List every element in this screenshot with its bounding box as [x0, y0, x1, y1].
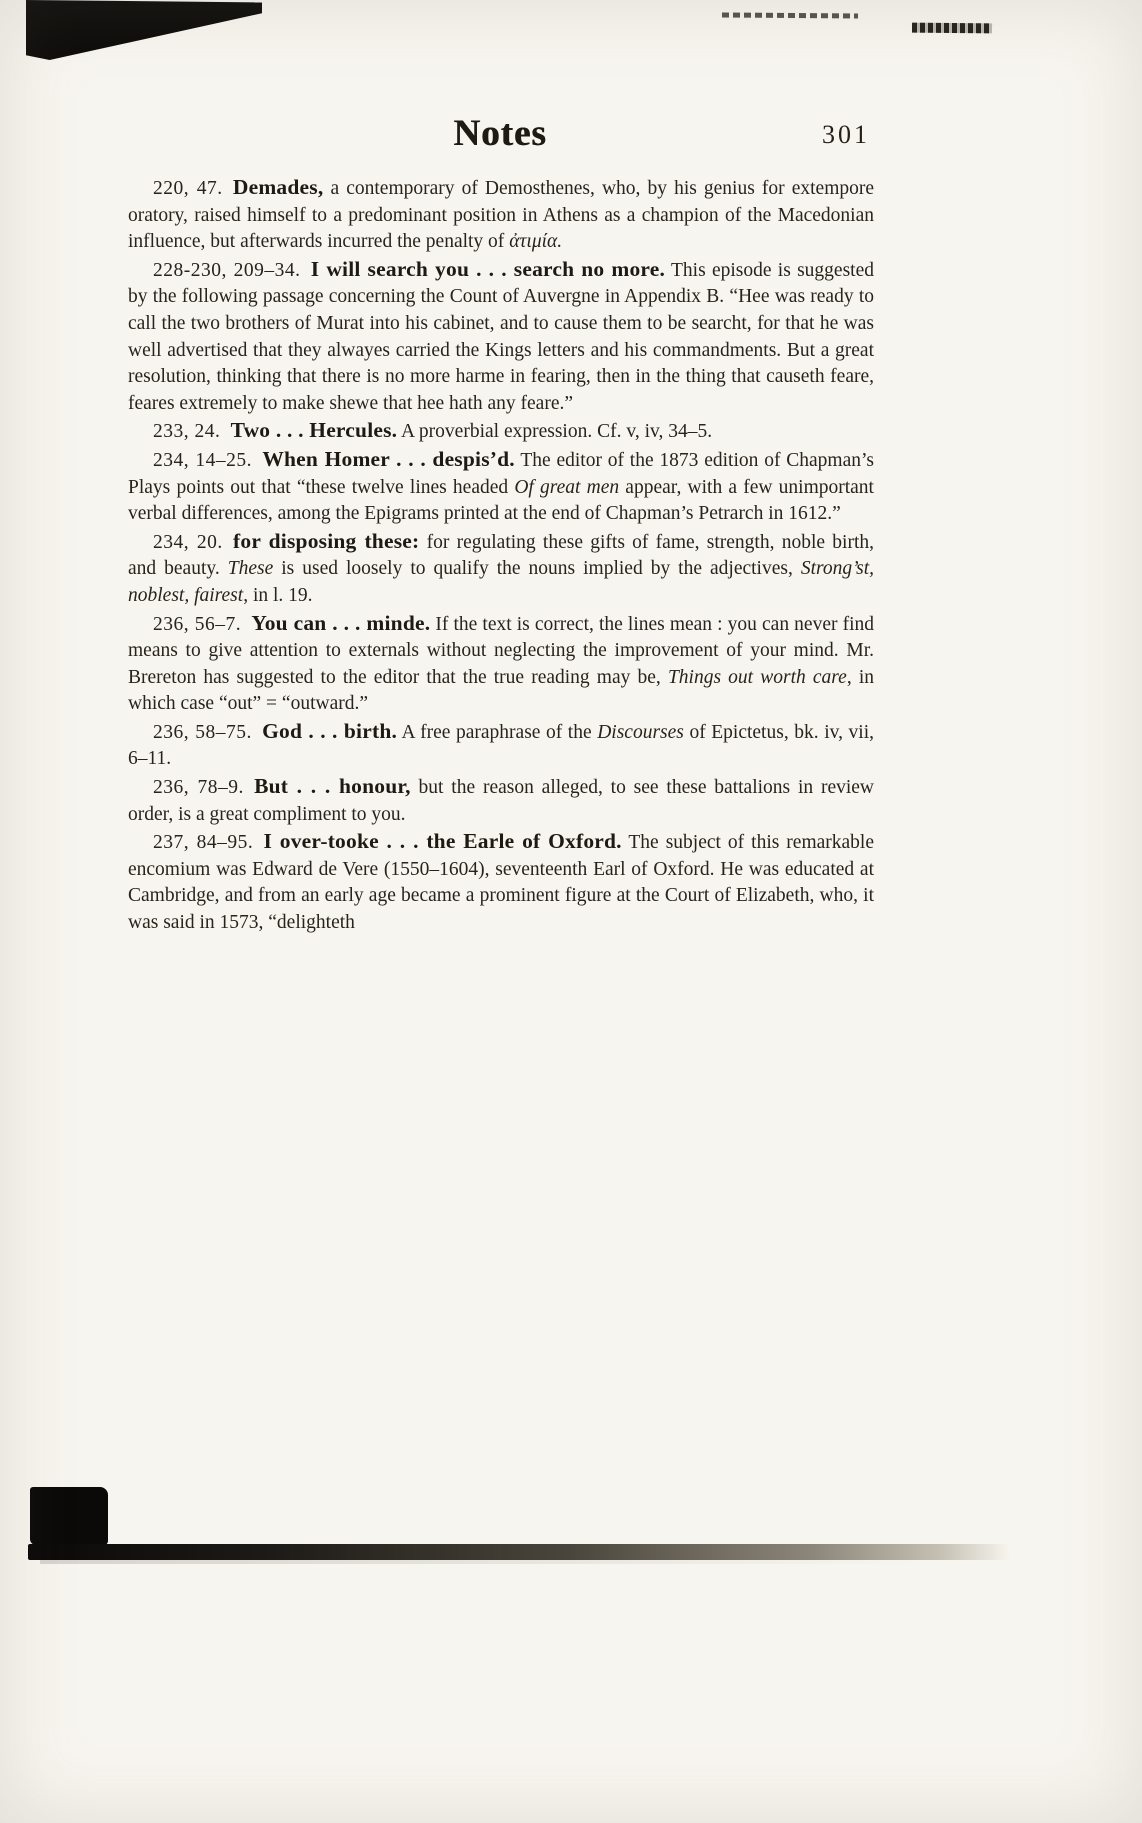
- note-text: appear, with a few unimportant verbal differences, among the Epigrams printed at the end of Chapman’s Petrarch in 1612.”: [128, 476, 874, 525]
- note-ref: 228-230, 209–34.: [153, 259, 311, 281]
- note-ref: 236, 78–9.: [153, 777, 255, 799]
- note-italic-text: These: [227, 558, 274, 580]
- note-text: This episode is suggested by the following passage concerning the Count of Auvergne in Appendix B. “Hee was ready to call the two brothers of Murat into his cabinet, and to cause them to be searcht, for that he was well advertised that they alwayes carried the Kings letters and his commandments. But a great resolution, thinking that there is no more harme in fearing, then in the thing that causeth feare, feares extremely to make shewe that hee hath any feare.”: [128, 259, 874, 414]
- note-ref: 234, 20.: [153, 531, 234, 553]
- note-lemma: God . . . birth.: [262, 718, 398, 743]
- note-italic-text: ἀτιμία.: [509, 231, 563, 253]
- note-lemma: I will search you . . . search no more.: [310, 256, 666, 281]
- scan-artifact-corner-top-left: [26, 0, 262, 60]
- scan-artifact-dashed-mark: [912, 23, 992, 34]
- scan-artifact-dashed-line: [722, 13, 858, 19]
- page-header: [128, 112, 872, 160]
- note-ref: 236, 58–75.: [153, 721, 263, 743]
- note-text: The editor of the 1873 edition of Chapman’s Plays points out that “these twelve lines headed: [128, 449, 874, 498]
- note-text: but the reason alleged, to see these battalions in review order, is a great compliment to you.: [128, 777, 875, 825]
- note-paragraph: [128, 718, 874, 773]
- note-text: for regulating these gifts of fame, strength, noble birth, and beauty.: [128, 531, 875, 580]
- note-paragraph: [128, 528, 874, 610]
- note-paragraph: [128, 174, 874, 256]
- note-lemma: Two . . . Hercules.: [230, 418, 398, 443]
- scan-artifact-bottom-strip-faint: [40, 1560, 920, 1564]
- note-paragraph: [128, 610, 874, 718]
- note-text: If the text is correct, the lines mean : you can never find means to give attention to externals without neglecting the improvement of your mind. Mr. Brereton has suggested to the editor that the true reading may be,: [128, 613, 875, 688]
- note-text: a contemporary of Demosthenes, who, by his genius for extempore oratory, raised himself to a predominant position in Athens as a champion of the Macedonian influence, but afterwards incurred the penalty of: [128, 178, 875, 253]
- note-paragraph: [128, 417, 874, 446]
- scan-artifact-blob-bottom-left: [30, 1487, 108, 1545]
- note-lemma: I over-tooke . . . the Earle of Oxford.: [263, 829, 622, 854]
- note-lemma: You can . . . minde.: [251, 610, 431, 635]
- note-lemma: Demades,: [232, 175, 324, 199]
- note-lemma: But . . . honour,: [254, 774, 411, 799]
- note-italic-text: Discourses: [597, 721, 684, 743]
- note-text: The subject of this remarkable encomium was Edward de Vere (1550–1604), seventeenth Earl of Oxford. He was educated at Cambridge, and from an early age became a prominent figure at the Court of Elizabeth, who, it was said in 1573, “delighteth: [128, 832, 875, 934]
- note-paragraph: [128, 446, 874, 528]
- note-text: , in l. 19.: [243, 584, 313, 606]
- note-italic-text: Things out worth care: [667, 666, 847, 688]
- note-italic-text: Of great men: [514, 476, 620, 498]
- note-ref: 236, 56–7.: [153, 613, 252, 635]
- note-ref: 237, 84–95.: [153, 832, 264, 854]
- note-text: A free paraphrase of the: [397, 721, 598, 743]
- note-ref: 234, 14–25.: [153, 449, 263, 471]
- note-paragraph: [128, 773, 874, 828]
- note-text: is used loosely to qualify the nouns implied by the adjectives,: [273, 558, 801, 580]
- note-text: A proverbial expression. Cf. v, iv, 34–5.: [397, 421, 713, 443]
- note-text: , in which case “out” = “outward.”: [128, 666, 874, 715]
- running-title: Notes: [453, 113, 547, 154]
- note-italic-text: Strong’st, noblest, fairest: [128, 558, 874, 606]
- note-lemma: When Homer . . . despis’d.: [262, 446, 515, 471]
- scan-artifact-bottom-strip: [28, 1544, 1010, 1560]
- page-number: 301: [822, 120, 870, 149]
- note-paragraph: [128, 256, 874, 418]
- note-ref: 233, 24.: [153, 421, 231, 443]
- notes-text-block: [128, 174, 874, 937]
- note-text: of Epictetus, bk. iv, vii, 6–11.: [128, 721, 874, 770]
- note-lemma: for disposing these:: [233, 528, 420, 553]
- note-ref: 220, 47.: [153, 178, 233, 199]
- note-paragraph: [128, 828, 874, 936]
